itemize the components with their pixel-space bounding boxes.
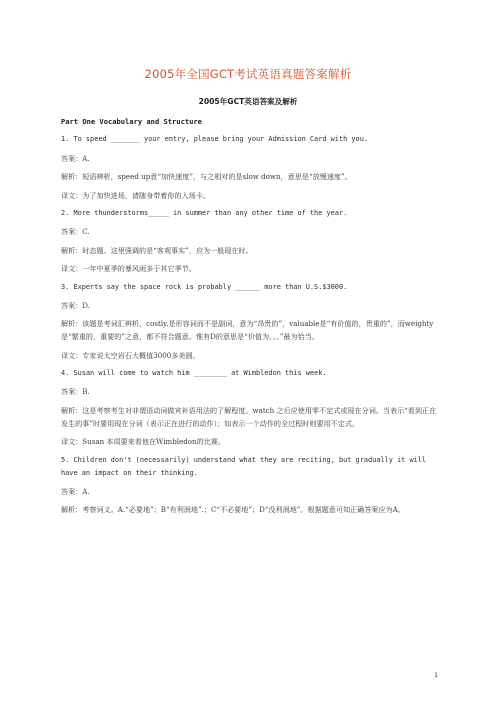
question-5: 5. Children don't (necessarily) understand what they are reciting, but gradually it will have an impact on their thinking. xyxy=(61,455,427,477)
document-body xyxy=(61,115,439,522)
translation-3: 译文：专家说太空岩石大概值3000多美圆。 xyxy=(61,350,200,360)
answer-1: 答案：A. xyxy=(61,153,90,163)
question-4: 4. Susan will come to watch him ________ at Wimbledon this week. xyxy=(61,369,327,378)
question-1: 1. To speed _______ your entry, please bring your Admission Card with you. xyxy=(61,135,368,144)
answer-4: 答案：B. xyxy=(61,387,90,397)
translation-1: 译文：为了加快进场，请随身带着你的入场卡。 xyxy=(61,190,210,200)
explanation-2: 解析：时态题。这里强调的是“客观事实”，应为一般现在时。 xyxy=(61,245,253,255)
answer-5: 答案：A. xyxy=(61,487,90,497)
explanation-5: 解析：考察词义。A.“必要地”；B“有利润地”.；C“不必要地”；D“没利润地”。根据题意可知正确答案应为A。 xyxy=(61,505,405,515)
explanation-4: 解析：这是考察考生对非谓语动词做宾补语用法的了解程度。watch 之后应使用零不定式或现在分词。当表示“看到正在发生的事”时要用现在分词（表示正在进行的动作）；如表示一个动作的全过程时则要用不定式。 xyxy=(61,405,437,428)
question-3: 3. Experts say the space rock is probably ______ more than U.S.$3000. xyxy=(61,282,348,291)
translation-2: 译文：一年中夏季的暴风雨多于其它季节。 xyxy=(61,264,196,274)
page-number: 1 xyxy=(434,671,439,679)
answer-2: 答案：C. xyxy=(61,227,90,237)
explanation-3: 解析：该题是考词汇辨析，costly,是形容词而不是副词，意为“昂贵的”，valuable是“有价值的，贵重的”，而weighty是“繁重的，重要的”之意，都不符合题意。惟有D的意思是“价值为。。。”最为恰当。 xyxy=(61,319,434,342)
translation-4: 译文：Susan 本周要来看他在Wimbledon的比赛。 xyxy=(61,437,225,447)
question-2: 2. More thunderstorms_____ in summer than any other time of the year. xyxy=(61,208,348,217)
document-title: 2005年全国GCT考试英语真题答案解析 xyxy=(144,67,352,81)
answer-3: 答案：D. xyxy=(61,300,90,310)
document-subtitle: 2005年GCT英语答案及解析 xyxy=(198,97,298,106)
section-heading: Part One Vocabulary and Structure xyxy=(61,117,202,126)
explanation-1: 解析：短语辨析，speed up意“加快速度”，与之相对的是slow down，意思是“放慢速度”。 xyxy=(61,172,352,182)
